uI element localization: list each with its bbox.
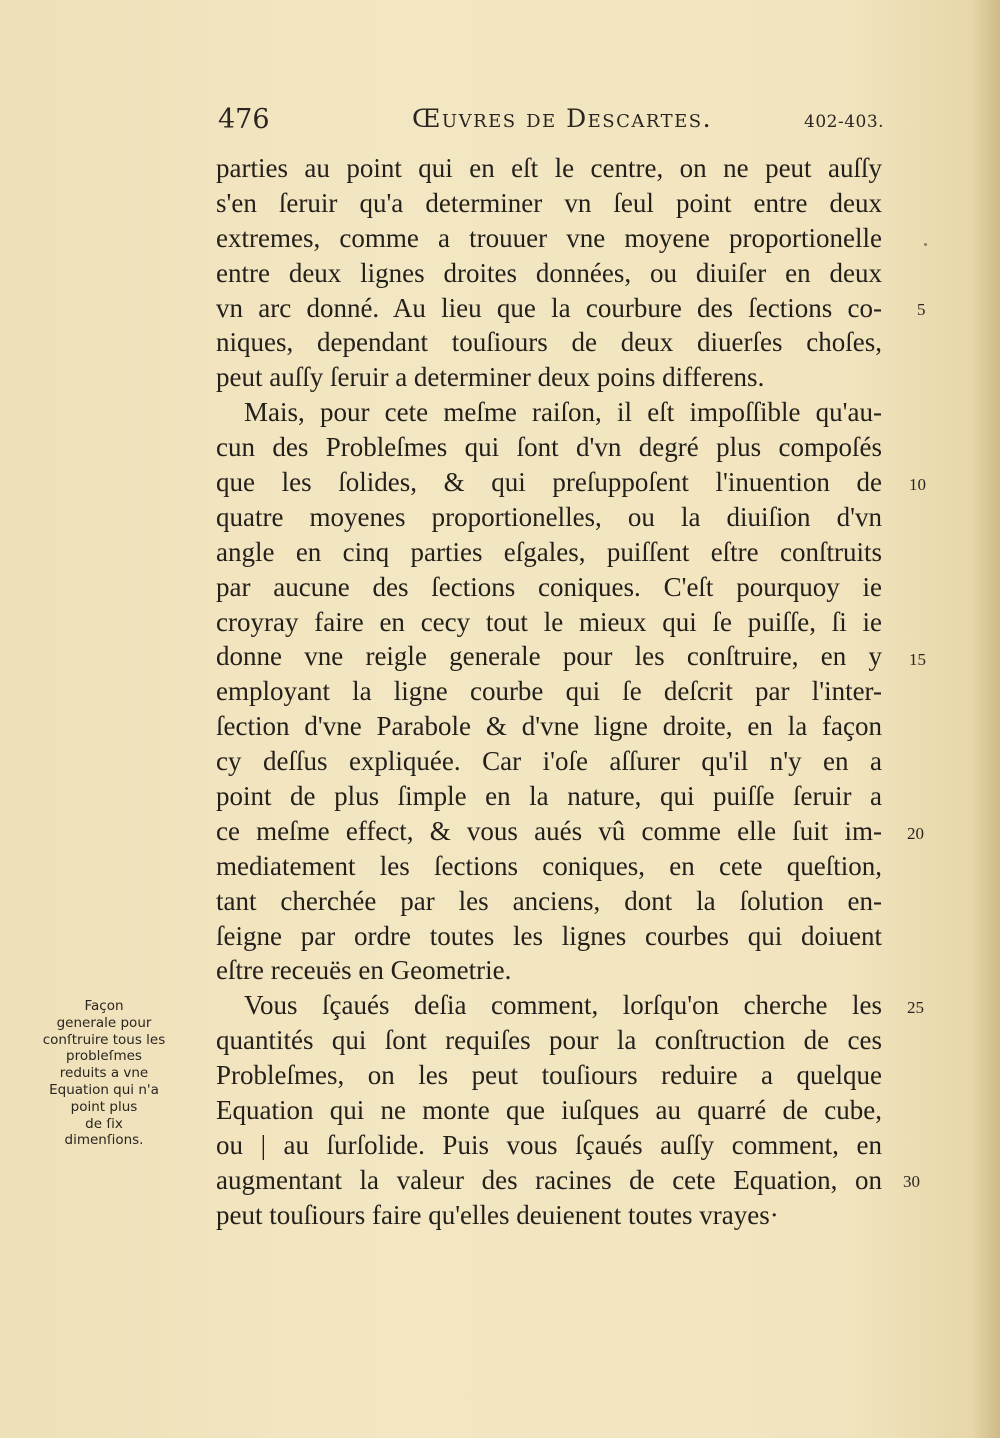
- text-line: cun des Probleſmes qui ſont d'vn degré plus compoſés: [216, 432, 882, 463]
- text-line: par aucune des ſections coniques. C'eſt pourquoy ie: [216, 571, 882, 602]
- margin-note-line: de ſix: [85, 1115, 123, 1132]
- text-line: extremes, comme a trouuer vne moyene proportionelle: [216, 222, 882, 253]
- margin-note-line: Equation qui n'a: [49, 1081, 159, 1098]
- margin-note: [14, 998, 194, 1149]
- text-line: point de plus ſimple en la nature, qui puiſſe ſeruir a: [216, 781, 882, 812]
- text-line: peut touſiours faire qu'elles deuienent toutes vrayes·: [216, 1199, 779, 1230]
- line-number: 30: [903, 1172, 920, 1191]
- running-header: [0, 104, 1000, 144]
- text-line: croyray faire en cecy tout le mieux qui ſe puiſſe, ſi ie: [216, 606, 882, 637]
- margin-note-line: dimenſions.: [64, 1132, 144, 1149]
- text-line: Mais, pour cete meſme raiſon, il eſt impoſſible qu'au-: [244, 397, 882, 428]
- text-line: angle en cinq parties eſgales, puiſſent eſtre conſtruits: [216, 536, 882, 567]
- text-line: s'en ſeruir qu'a determiner vn ſeul point entre deux: [216, 187, 882, 218]
- margin-note-line: generale pour: [56, 1014, 152, 1031]
- text-line: employant la ligne courbe qui ſe deſcrit par l'inter-: [216, 676, 882, 707]
- line-number: 15: [909, 650, 926, 669]
- text-line: quatre moyenes proportionelles, ou la diuiſion d'vn: [216, 501, 882, 532]
- margin-note-line: probleſmes: [66, 1048, 142, 1065]
- main-text: [216, 151, 882, 1233]
- margin-note-line: point plus: [70, 1098, 138, 1115]
- margin-note-line: reduits a vne: [59, 1065, 149, 1082]
- text-line: Vous ſçaués deſia comment, lorſqu'on cherche les: [244, 990, 882, 1021]
- line-number: 20: [907, 824, 924, 843]
- text-line: Probleſmes, on les peut touſiours reduire a quelque: [216, 1060, 882, 1091]
- text-line: entre deux lignes droites données, ou diuiſer en deux: [216, 257, 882, 288]
- page-number: 476: [218, 104, 270, 135]
- text-line: ce meſme effect, & vous aués vû comme elle ſuit im-: [216, 815, 882, 846]
- margin-note-line: Façon: [84, 998, 124, 1014]
- text-line: peut auſſy ſeruir a determiner deux poins differens.: [216, 362, 765, 393]
- margin-note-line: conſtruire tous les: [42, 1031, 166, 1048]
- text-line: vn arc donné. Au lieu que la courbure des ſections co-: [216, 292, 882, 323]
- paper-speck: [924, 243, 927, 246]
- text-line: eſtre receuës en Geometrie.: [216, 955, 512, 986]
- text-line: mediatement les ſections coniques, en cete queſtion,: [216, 850, 882, 881]
- line-number: 10: [909, 475, 926, 494]
- text-line: ſection d'vne Parabole & d'vne ligne droite, en la façon: [216, 711, 882, 742]
- line-number: 5: [917, 300, 926, 319]
- text-line: cy deſſus expliquée. Car i'oſe aſſurer qu'il n'y en a: [216, 746, 882, 777]
- text-line: tant cherchée par les anciens, dont la ſolution en-: [216, 885, 882, 916]
- text-line: ſeigne par ordre toutes les lignes courbes qui doiuent: [216, 920, 882, 951]
- text-line: ou | au ſurſolide. Puis vous ſçaués auſſy comment, en: [216, 1129, 882, 1160]
- line-number: 25: [907, 998, 924, 1017]
- running-title: Œuvres de Descartes.: [412, 104, 713, 133]
- text-line: Equation qui ne monte que iuſques au quarré de cube,: [216, 1095, 882, 1126]
- page-reference: 402-403.: [804, 112, 885, 132]
- text-line: quantités qui ſont requiſes pour la conſtruction de ces: [216, 1025, 882, 1056]
- page-edge-shadow: [972, 0, 1000, 1438]
- text-line: parties au point qui en eſt le centre, on ne peut auſſy: [216, 153, 882, 183]
- text-line: niques, dependant touſiours de deux diuerſes choſes,: [216, 327, 882, 358]
- text-line: donne vne reigle generale pour les conſtruire, en y: [216, 641, 882, 672]
- text-line: que les ſolides, & qui preſuppoſent l'inuention de: [216, 467, 882, 498]
- text-line: augmentant la valeur des racines de cete Equation, on: [216, 1164, 882, 1195]
